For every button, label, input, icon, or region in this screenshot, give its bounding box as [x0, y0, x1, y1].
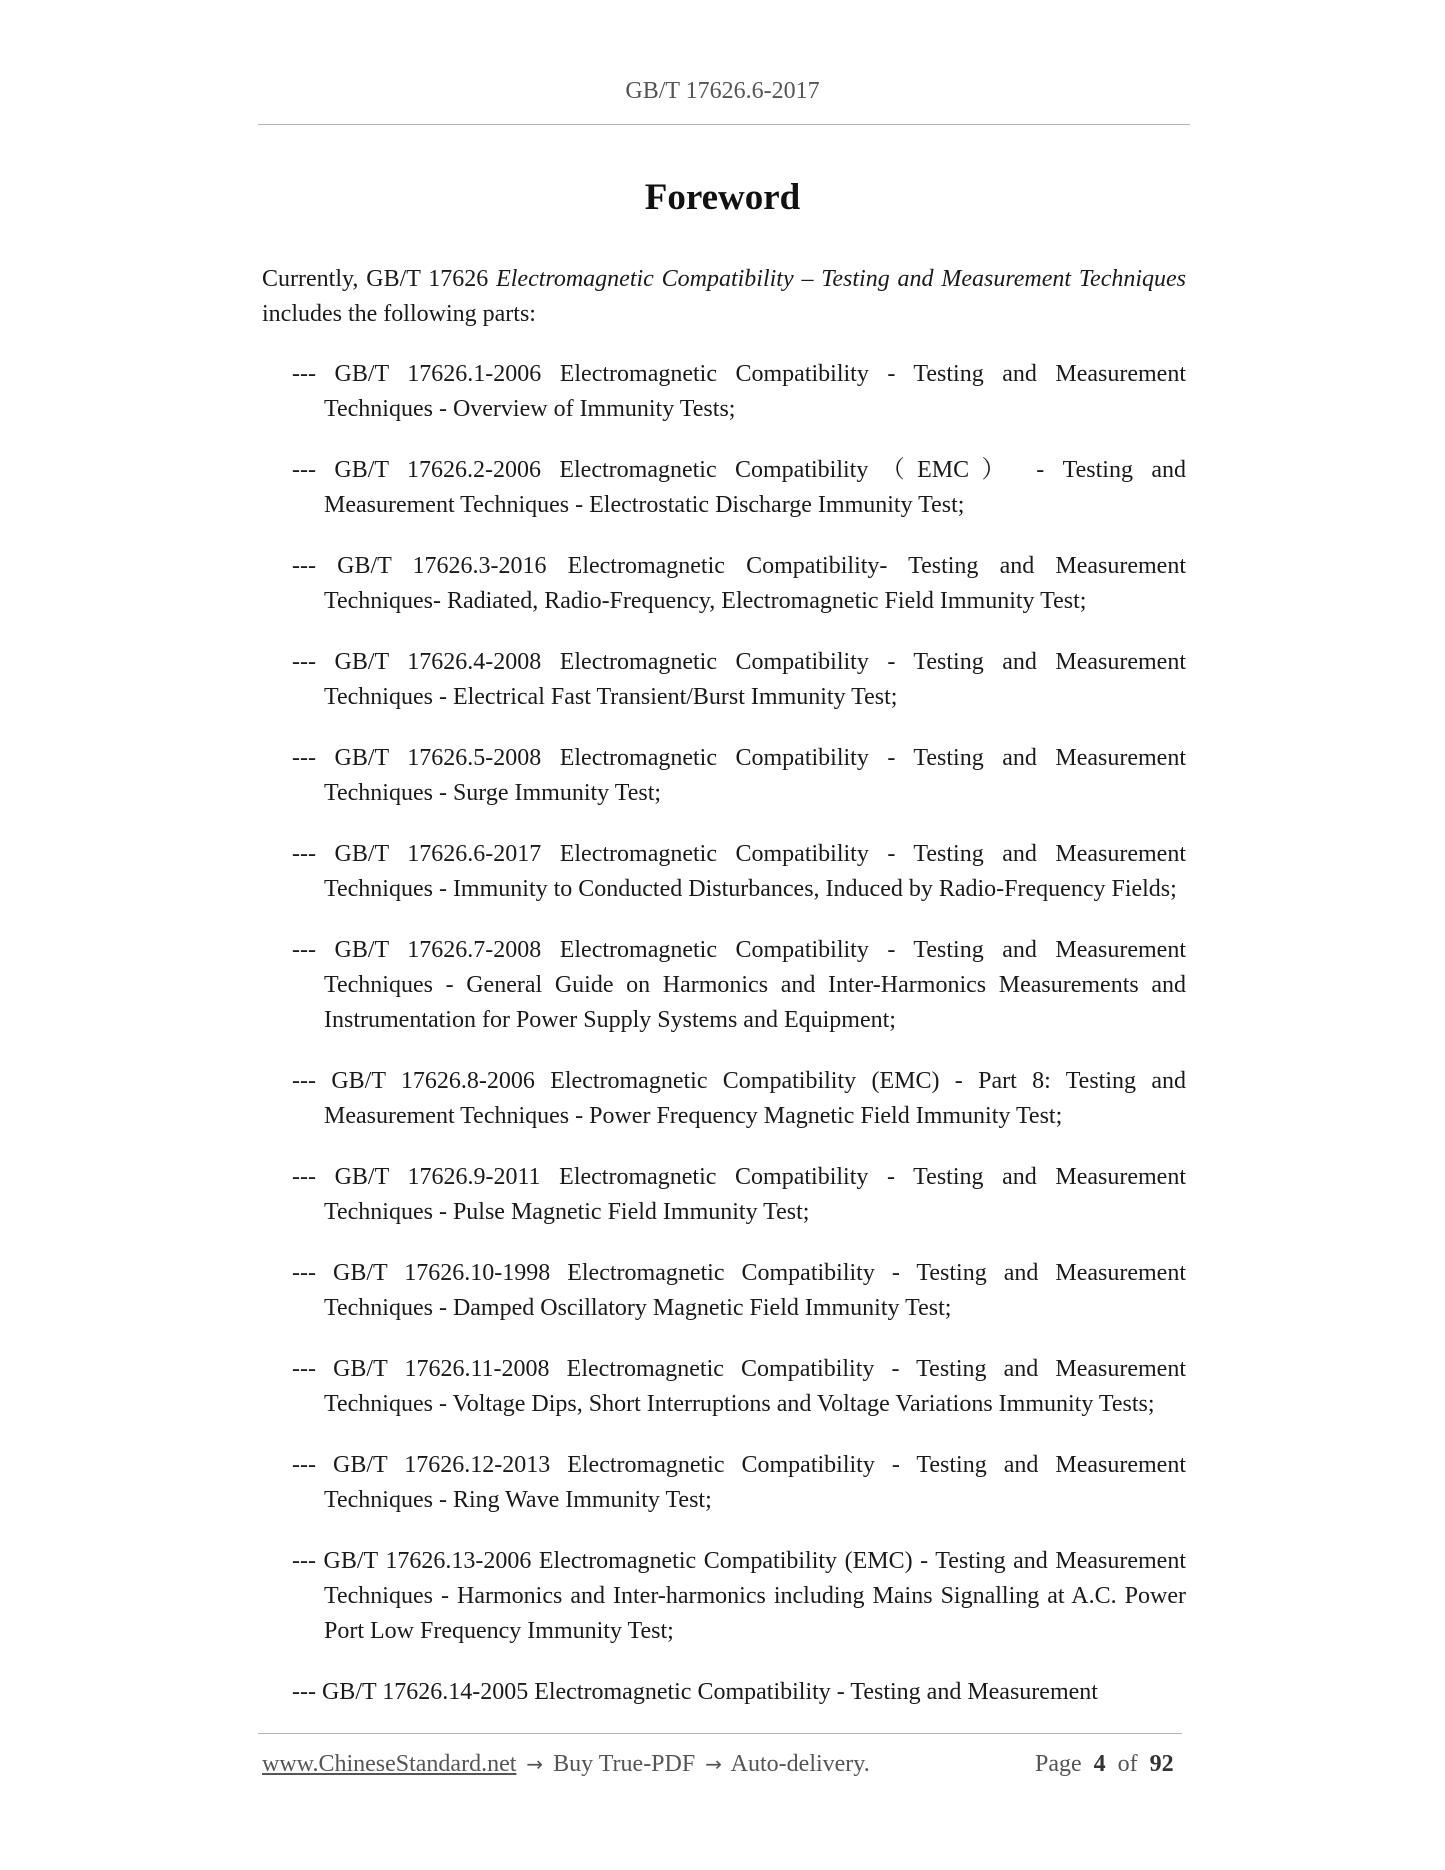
buy-text: Buy True-PDF [553, 1751, 696, 1777]
list-item: --- GB/T 17626.11-2008 Electromagnetic Compatibility - Testing and Measurement Techniques - Voltage Dips, Short Interruptions and Voltage Variations Immunity Tests; [292, 1356, 1186, 1417]
list-item: --- GB/T 17626.1-2006 Electromagnetic Compatibility - Testing and Measurement Techniques - Overview of Immunity Tests; [292, 361, 1186, 422]
delivery-text: Auto-delivery. [730, 1751, 870, 1777]
intro-suffix: includes the following parts: [262, 301, 536, 327]
of-label: of [1117, 1751, 1138, 1777]
list-item: --- GB/T 17626.8-2006 Electromagnetic Compatibility (EMC) - Part 8: Testing and Measurement Techniques - Power Frequency Magnetic Field Immunity Test; [292, 1068, 1186, 1129]
page-indicator [1035, 1751, 1174, 1778]
intro-prefix: Currently, GB/T 17626 [262, 266, 497, 292]
list-item: --- GB/T 17626.14-2005 Electromagnetic Compatibility - Testing and Measurement [292, 1679, 1098, 1705]
list-item: --- GB/T 17626.13-2006 Electromagnetic Compatibility (EMC) - Testing and Measurement Techniques - Harmonics and Inter-harmonics including Mains Signalling at A.C. Power Port Low Frequency Immunity Test; [292, 1548, 1186, 1644]
footer-divider [258, 1733, 1182, 1734]
page-title: Foreword [644, 177, 801, 218]
list-item: --- GB/T 17626.4-2008 Electromagnetic Compatibility - Testing and Measurement Techniques - Electrical Fast Transient/Burst Immunity Test; [292, 649, 1186, 710]
intro-paragraph [262, 262, 1186, 332]
arrow-right-icon: → [526, 1752, 544, 1776]
series-title: Electromagnetic Compatibility – Testing and Measurement Techniques [496, 266, 1187, 292]
list-item: --- GB/T 17626.10-1998 Electromagnetic Compatibility - Testing and Measurement Techniques - Damped Oscillatory Magnetic Field Immunity Test; [292, 1260, 1186, 1321]
site-link[interactable]: www.ChineseStandard.net [262, 1751, 517, 1777]
footer-promo [262, 1751, 870, 1778]
list-item: --- GB/T 17626.3-2016 Electromagnetic Compatibility- Testing and Measurement Techniques- Radiated, Radio-Frequency, Electromagnetic Field Immunity Test; [292, 553, 1186, 614]
list-item: --- GB/T 17626.5-2008 Electromagnetic Compatibility - Testing and Measurement Techniques - Surge Immunity Test; [292, 745, 1186, 806]
arrow-right-icon: → [705, 1752, 722, 1776]
list-item: --- GB/T 17626.7-2008 Electromagnetic Compatibility - Testing and Measurement Techniques - General Guide on Harmonics and Inter-Harmonics Measurements and Instrumentation for Power Supply Systems and Equipment; [292, 937, 1186, 1033]
list-item: --- GB/T 17626.2-2006 Electromagnetic Compatibility（EMC） - Testing and Measurement Techniques - Electrostatic Discharge Immunity Test; [292, 457, 1186, 518]
page-number: 4 [1093, 1751, 1106, 1777]
header-divider [258, 124, 1190, 125]
page-label: Page [1035, 1751, 1082, 1777]
list-item: --- GB/T 17626.6-2017 Electromagnetic Compatibility - Testing and Measurement Techniques - Immunity to Conducted Disturbances, Induced by Radio-Frequency Fields; [292, 841, 1186, 902]
list-item: --- GB/T 17626.9-2011 Electromagnetic Compatibility - Testing and Measurement Techniques - Pulse Magnetic Field Immunity Test; [292, 1164, 1186, 1225]
list-item: --- GB/T 17626.12-2013 Electromagnetic Compatibility - Testing and Measurement Techniques - Ring Wave Immunity Test; [292, 1452, 1186, 1513]
running-header: GB/T 17626.6-2017 [625, 78, 820, 104]
parts-list [292, 357, 1186, 1736]
total-pages: 92 [1149, 1751, 1174, 1777]
